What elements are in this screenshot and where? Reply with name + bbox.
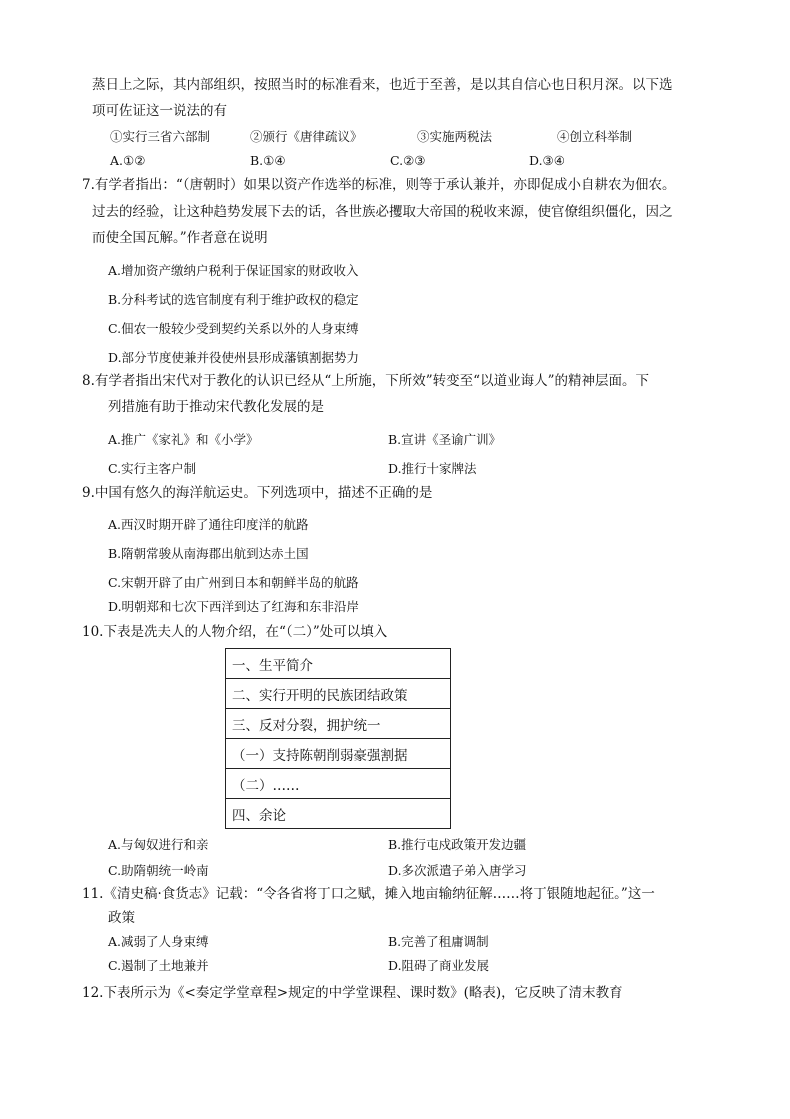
q12-line-1: 12.下表所示为《<奏定学堂章程>规定的中学堂课程、课时数》(略表)，它反映了清末教育 bbox=[82, 985, 623, 1001]
intro-item-1: ①实行三省六部制 bbox=[110, 129, 211, 144]
q11-line-2: 政策 bbox=[108, 910, 135, 926]
table-row bbox=[226, 709, 451, 739]
q10-option-c: C.助隋朝统一岭南 bbox=[108, 863, 209, 878]
q8-option-c: C.实行主客户制 bbox=[108, 461, 197, 476]
q8-option-b: B.宣讲《圣谕广训》 bbox=[388, 432, 502, 447]
q10-line-1: 10.下表是冼夫人的人物介绍，在“（二）”处可以填入 bbox=[82, 624, 388, 640]
q9-option-c: C.宋朝开辟了由广州到日本和朝鲜半岛的航路 bbox=[108, 575, 359, 590]
table-cell: 二、实行开明的民族团结政策 bbox=[226, 679, 451, 709]
table-row bbox=[226, 799, 451, 829]
table-cell: 三、反对分裂，拥护统一 bbox=[226, 709, 451, 739]
intro-line-1: 蒸日上之际，其内部组织，按照当时的标准看来，也近于至善，是以其自信心也日积月深。以下选 bbox=[92, 77, 673, 93]
table-cell: （二）…… bbox=[226, 769, 451, 799]
q7-line-2: 过去的经验，让这种趋势发展下去的话，各世族必攫取大帝国的税收来源，使官僚组织僵化，因之 bbox=[92, 204, 673, 220]
table-cell: 四、余论 bbox=[226, 799, 451, 829]
q11-option-d: D.阻碍了商业发展 bbox=[388, 958, 490, 973]
q10-option-d: D.多次派遣子弟入唐学习 bbox=[388, 863, 527, 878]
table-cell: （一）支持陈朝削弱豪强割据 bbox=[226, 739, 451, 769]
q10-option-a: A.与匈奴进行和亲 bbox=[108, 837, 209, 852]
q7-option-b: B.分科考试的选官制度有利于维护政权的稳定 bbox=[108, 292, 359, 307]
q9-option-a: A.西汉时期开辟了通往印度洋的航路 bbox=[108, 517, 309, 532]
intro-option-d: D.③④ bbox=[529, 153, 565, 168]
table-row bbox=[226, 649, 451, 679]
q11-option-c: C.遏制了土地兼并 bbox=[108, 958, 209, 973]
table-row bbox=[226, 769, 451, 799]
q11-option-b: B.完善了租庸调制 bbox=[388, 934, 489, 949]
q7-line-3: 而使全国瓦解。”作者意在说明 bbox=[92, 230, 268, 246]
intro-option-c: C.②③ bbox=[390, 153, 426, 168]
q11-option-a: A.减弱了人身束缚 bbox=[108, 934, 209, 949]
q7-option-c: C.佃农一般较少受到契约关系以外的人身束缚 bbox=[108, 321, 359, 336]
intro-line-2: 项可佐证这一说法的有 bbox=[92, 103, 227, 119]
q7-option-a: A.增加资产缴纳户税利于保证国家的财政收入 bbox=[108, 263, 359, 278]
q9-line-1: 9.中国有悠久的海洋航运史。下列选项中，描述不正确的是 bbox=[82, 485, 433, 501]
figure-info-table bbox=[225, 648, 451, 829]
q7-option-d: D.部分节度使兼并役使州县形成藩镇割据势力 bbox=[108, 350, 360, 365]
q8-line-1: 8.有学者指出宋代对于教化的认识已经从“上所施，下所效”转变至“以道业诲人”的精神层面。下 bbox=[82, 373, 649, 389]
table-cell: 一、生平简介 bbox=[226, 649, 451, 679]
q7-line-1: 7.有学者指出：“（唐朝时）如果以资产作选举的标准，则等于承认兼并，亦即促成小自耕农为佃农。 bbox=[82, 177, 676, 193]
intro-option-b: B.①④ bbox=[250, 153, 286, 168]
q10-option-b: B.推行屯戍政策开发边疆 bbox=[388, 837, 527, 852]
intro-item-3: ③实施两税法 bbox=[417, 129, 493, 144]
q8-option-a: A.推广《家礼》和《小学》 bbox=[108, 432, 259, 447]
intro-option-a: A.①② bbox=[110, 153, 146, 168]
q8-option-d: D.推行十家牌法 bbox=[388, 461, 477, 476]
q8-line-2: 列措施有助于推动宋代教化发展的是 bbox=[108, 399, 324, 415]
intro-item-4: ④创立科举制 bbox=[557, 129, 633, 144]
q11-line-1: 11.《清史稿·食货志》记载：“令各省将丁口之赋，摊入地亩输纳征解……将丁银随地起征。”这一 bbox=[82, 886, 655, 902]
table-row bbox=[226, 739, 451, 769]
intro-item-2: ②颁行《唐律疏议》 bbox=[250, 129, 363, 144]
q9-option-b: B.隋朝常骏从南海郡出航到达赤土国 bbox=[108, 546, 309, 561]
table-row bbox=[226, 679, 451, 709]
q9-option-d: D.明朝郑和七次下西洋到达了红海和东非沿岸 bbox=[108, 599, 360, 614]
